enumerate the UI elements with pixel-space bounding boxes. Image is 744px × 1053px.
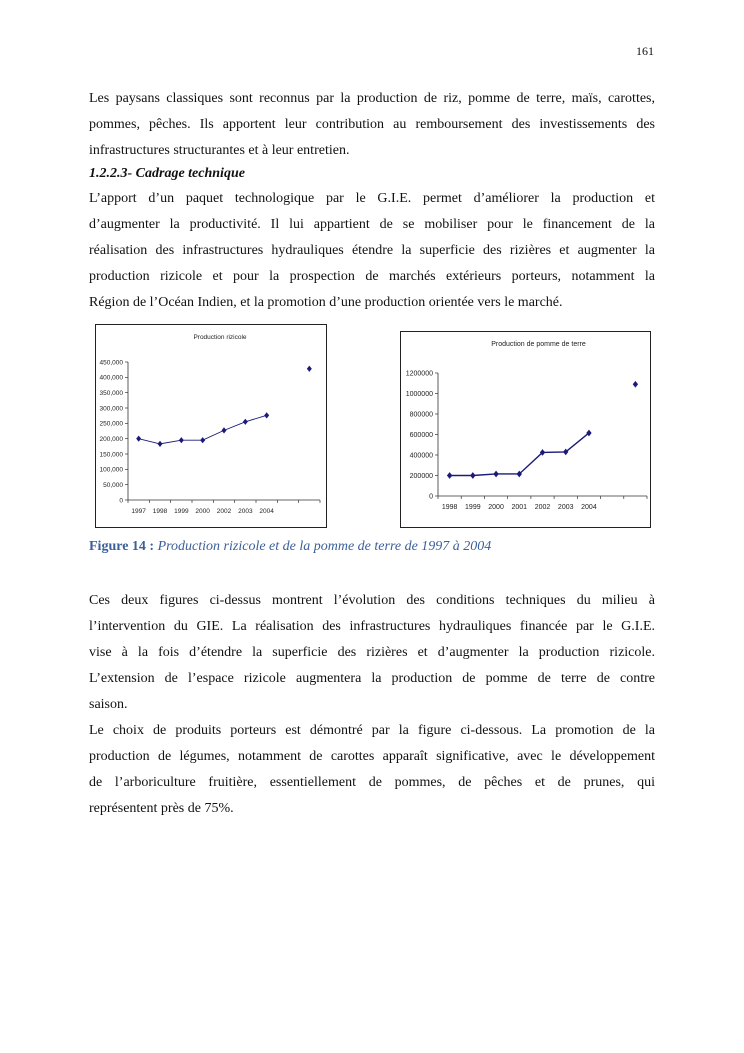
- data-point: [136, 436, 141, 442]
- chart-title: Production rizicole: [193, 334, 247, 341]
- y-tick-label: 0: [119, 497, 123, 505]
- x-tick-label: 1997: [131, 508, 146, 515]
- x-tick-label: 2002: [534, 504, 551, 511]
- data-point: [264, 412, 269, 418]
- text-line: production de légumes, notamment de carottes apparaît significative, avec le développement: [89, 749, 655, 764]
- figure-title: Production rizicole et de la pomme de terre de 1997 à 2004: [157, 539, 492, 554]
- data-point: [200, 437, 205, 443]
- data-point: [633, 381, 638, 388]
- text-line: Ces deux figures ci-dessus montrent l’évolution des conditions techniques du milieu à: [89, 593, 655, 608]
- section-heading: 1.2.2.3- Cadrage technique: [89, 166, 245, 181]
- x-tick-label: 2004: [259, 508, 274, 515]
- discussion-paragraph: [89, 588, 655, 718]
- section-paragraph: [89, 186, 655, 316]
- data-point: [222, 427, 227, 433]
- x-tick-label: 1998: [441, 504, 458, 511]
- figure-caption: [89, 539, 491, 555]
- x-tick-label: 2003: [557, 504, 574, 511]
- data-point: [243, 419, 248, 425]
- y-tick-label: 450,000: [99, 359, 123, 367]
- x-tick-label: 1999: [174, 508, 189, 515]
- x-tick-label: 2002: [216, 508, 232, 515]
- x-tick-label: 2004: [581, 504, 597, 511]
- text-line: Le choix de produits porteurs est démontré par la figure ci-dessous. La promotion de la: [89, 723, 655, 738]
- x-tick-label: 2000: [488, 504, 504, 511]
- data-point: [158, 441, 163, 447]
- text-line: de l’arboriculture fruitière, essentiellement de pommes, de pêches et de prunes, qui: [89, 775, 655, 790]
- conclusion-paragraph: [89, 718, 655, 822]
- chart-potato-production: [400, 331, 651, 528]
- page-number: 161: [636, 44, 654, 58]
- chart-title: Production de pomme de terre: [491, 341, 586, 348]
- text-line: l’intervention du GIE. La réalisation des infrastructures hydrauliques financée par le G.I.E.: [89, 619, 655, 634]
- y-tick-label: 200000: [409, 472, 433, 480]
- x-tick-label: 2003: [238, 508, 253, 515]
- y-tick-label: 400000: [409, 452, 433, 460]
- text-line: pommes, pêches. Ils apportent leur contribution au remboursement des investissements des: [89, 117, 655, 132]
- y-tick-label: 100,000: [99, 466, 123, 474]
- y-tick-label: 300,000: [99, 405, 123, 413]
- y-tick-label: 1200000: [405, 370, 433, 378]
- data-point: [447, 472, 452, 479]
- text-line: L’apport d’un paquet technologique par le G.I.E. permet d’améliorer la production et: [89, 191, 655, 206]
- text-line: infrastructures structurantes et à leur entretien.: [89, 143, 350, 158]
- chart-potato-svg: [401, 332, 650, 527]
- data-point: [493, 471, 498, 478]
- data-point: [179, 437, 184, 443]
- text-line: représentent près de 75%.: [89, 801, 234, 816]
- x-tick-label: 2000: [195, 508, 210, 515]
- y-tick-label: 600000: [409, 431, 433, 439]
- intro-paragraph: [89, 86, 655, 164]
- text-line: production rizicole et pour la prospection de marchés extérieurs porteurs, notamment la: [89, 269, 655, 284]
- y-tick-label: 50,000: [103, 481, 123, 489]
- y-tick-label: 200,000: [99, 435, 123, 443]
- text-line: saison.: [89, 697, 128, 712]
- y-tick-label: 150,000: [99, 451, 123, 459]
- y-tick-label: 400,000: [99, 374, 123, 382]
- x-tick-label: 1998: [152, 508, 168, 515]
- y-tick-label: 800000: [409, 411, 433, 419]
- text-line: Région de l’Océan Indien, et la promotion d’une production orientée vers le marché.: [89, 295, 563, 310]
- chart-rice-production: [95, 324, 327, 528]
- y-tick-label: 1000000: [405, 390, 433, 398]
- data-point: [470, 472, 475, 479]
- y-tick-label: 0: [429, 493, 433, 501]
- text-line: d’augmenter la productivité. Il lui appartient de se mobiliser pour le financement de la: [89, 217, 655, 232]
- x-tick-label: 2001: [511, 504, 528, 511]
- data-point: [307, 366, 312, 372]
- y-tick-label: 250,000: [99, 420, 123, 428]
- text-line: réalisation des infrastructures hydrauliques étendre la superficie des rizières et augmenter la: [89, 243, 655, 258]
- x-tick-label: 1999: [465, 504, 481, 511]
- text-line: L’extension de l’espace rizicole augmentera la production de pomme de terre de contre: [89, 671, 655, 686]
- text-line: vise à la fois d’étendre la superficie des rizières et d’augmenter la production rizicole.: [89, 645, 655, 660]
- figure-label: Figure 14 :: [89, 539, 155, 554]
- series-line: [450, 433, 589, 476]
- chart-rice-svg: [96, 325, 326, 527]
- text-line: Les paysans classiques sont reconnus par la production de riz, pomme de terre, maïs, carottes,: [89, 91, 655, 106]
- y-tick-label: 350,000: [99, 389, 123, 397]
